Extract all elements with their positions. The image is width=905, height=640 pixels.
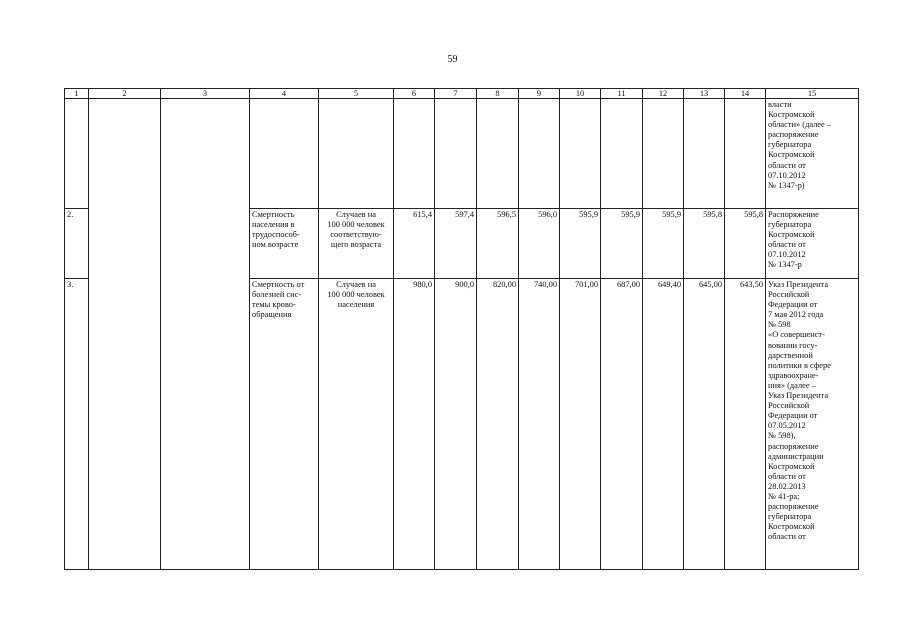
row-number [65, 99, 89, 209]
cell-line: Костромской [768, 461, 815, 471]
cell-line: 07.10.2012 [768, 250, 806, 260]
value-cell [684, 99, 725, 209]
page-number: 59 [447, 54, 458, 65]
cell-line: ном возрасте [252, 240, 299, 250]
cell-line: № 598 [768, 320, 791, 330]
cell-line: вовании госу- [768, 340, 818, 350]
cell-line: Костромской [768, 522, 815, 532]
cell-line: 100 000 человек [327, 290, 385, 300]
row-number: 3. [65, 279, 89, 570]
value-cell: 820,00 [477, 279, 519, 570]
cell-line: щего возраста [330, 240, 382, 250]
cell-line: Костромской [768, 150, 815, 160]
table-row [65, 99, 859, 209]
column-number-10: 10 [560, 89, 601, 99]
cell-line: Распоряжение [768, 210, 819, 219]
column-number-9: 9 [519, 89, 560, 99]
cell-line: болезней сис- [252, 290, 302, 300]
cell-line: № 598), [768, 431, 796, 441]
cell-line: населения в [252, 220, 295, 230]
column-number-6: 6 [394, 89, 435, 99]
value-cell [725, 99, 766, 209]
row-number: 2. [65, 209, 89, 279]
value-cell: 643,50 [725, 279, 766, 570]
empty-cell [89, 99, 161, 570]
value-cell: 596,5 [477, 209, 519, 279]
unit-cell [319, 209, 394, 279]
value-cell: 980,0 [394, 279, 435, 570]
cell-line: 07.10.2012 [768, 170, 806, 180]
cell-line: распоряжение [768, 441, 819, 451]
cell-line: 100 000 человек [327, 220, 385, 230]
column-number-row [65, 89, 859, 99]
cell-line: области» (далее – [768, 120, 832, 130]
column-number-8: 8 [477, 89, 519, 99]
cell-line: Российской [768, 401, 810, 411]
cell-line: распоряжение [768, 130, 819, 140]
cell-line: Указ Президента [768, 391, 829, 401]
cell-line: Смертность от [252, 280, 305, 289]
value-cell [477, 99, 519, 209]
cell-line: «О совершенст- [768, 330, 825, 340]
cell-line: губернатора [768, 512, 812, 522]
value-cell [394, 99, 435, 209]
indicator-cell [250, 279, 319, 570]
cell-line: области от [768, 240, 806, 250]
source-cell [766, 209, 859, 279]
cell-line: Случаев на [336, 210, 376, 219]
value-cell: 595,8 [684, 209, 725, 279]
cell-line: распоряжение [768, 502, 819, 512]
cell-line: Указ Президента [768, 280, 829, 289]
value-cell: 596,0 [519, 209, 560, 279]
cell-line: соответствую- [330, 230, 382, 240]
unit-cell [319, 279, 394, 570]
cell-line: № 1347-р) [768, 180, 805, 190]
indicators-table [64, 88, 859, 570]
cell-line: Российской [768, 290, 810, 300]
cell-line: губернатора [768, 220, 812, 230]
value-cell: 740,00 [519, 279, 560, 570]
value-cell: 649,40 [643, 279, 684, 570]
cell-line: Федерации от [768, 300, 818, 310]
value-cell: 701,00 [560, 279, 601, 570]
value-cell [519, 99, 560, 209]
value-cell [435, 99, 477, 209]
cell-line: области от [768, 471, 806, 481]
value-cell [643, 99, 684, 209]
column-number-11: 11 [601, 89, 643, 99]
unit-cell [319, 99, 394, 209]
cell-line: Костромской [768, 110, 815, 120]
column-number-13: 13 [684, 89, 725, 99]
column-number-4: 4 [250, 89, 319, 99]
column-number-5: 5 [319, 89, 394, 99]
cell-line: власти [768, 100, 792, 109]
column-number-1: 1 [65, 89, 89, 99]
cell-line: Случаев на [336, 280, 376, 289]
cell-line: области от [768, 532, 806, 542]
cell-line: обращения [252, 310, 292, 320]
cell-line: губернатора [768, 140, 812, 150]
empty-cell [161, 99, 250, 570]
column-number-7: 7 [435, 89, 477, 99]
cell-line: администрации [768, 451, 824, 461]
source-cell [766, 279, 859, 570]
cell-line: 7 мая 2012 года [768, 310, 824, 320]
cell-line: здравоохране- [768, 370, 819, 380]
value-cell: 595,8 [725, 209, 766, 279]
cell-line: области от [768, 160, 806, 170]
value-cell [560, 99, 601, 209]
value-cell: 595,9 [560, 209, 601, 279]
cell-line: дарственной [768, 350, 813, 360]
cell-line: Смертность [252, 210, 295, 219]
cell-line: 07.05.2012 [768, 421, 806, 431]
value-cell [601, 99, 643, 209]
cell-line: 28.02.2013 [768, 481, 806, 491]
indicator-cell [250, 99, 319, 209]
value-cell: 597,4 [435, 209, 477, 279]
column-number-15: 15 [766, 89, 859, 99]
column-number-12: 12 [643, 89, 684, 99]
value-cell: 900,0 [435, 279, 477, 570]
cell-line: Костромской [768, 230, 815, 240]
column-number-3: 3 [161, 89, 250, 99]
value-cell: 687,00 [601, 279, 643, 570]
cell-line: политики в сфере [768, 360, 831, 370]
column-number-14: 14 [725, 89, 766, 99]
cell-line: № 1347-р [768, 260, 802, 270]
cell-line: № 41-ра; [768, 491, 800, 501]
cell-line: ния» (далее – [768, 380, 816, 390]
cell-line: Федерации от [768, 411, 818, 421]
cell-line: трудоспособ- [252, 230, 300, 240]
indicator-cell [250, 209, 319, 279]
value-cell: 595,9 [601, 209, 643, 279]
value-cell: 595,9 [643, 209, 684, 279]
value-cell: 645,00 [684, 279, 725, 570]
cell-line: темы крово- [252, 300, 296, 310]
source-cell [766, 99, 859, 209]
value-cell: 615,4 [394, 209, 435, 279]
column-number-2: 2 [89, 89, 161, 99]
cell-line: населения [337, 300, 375, 310]
